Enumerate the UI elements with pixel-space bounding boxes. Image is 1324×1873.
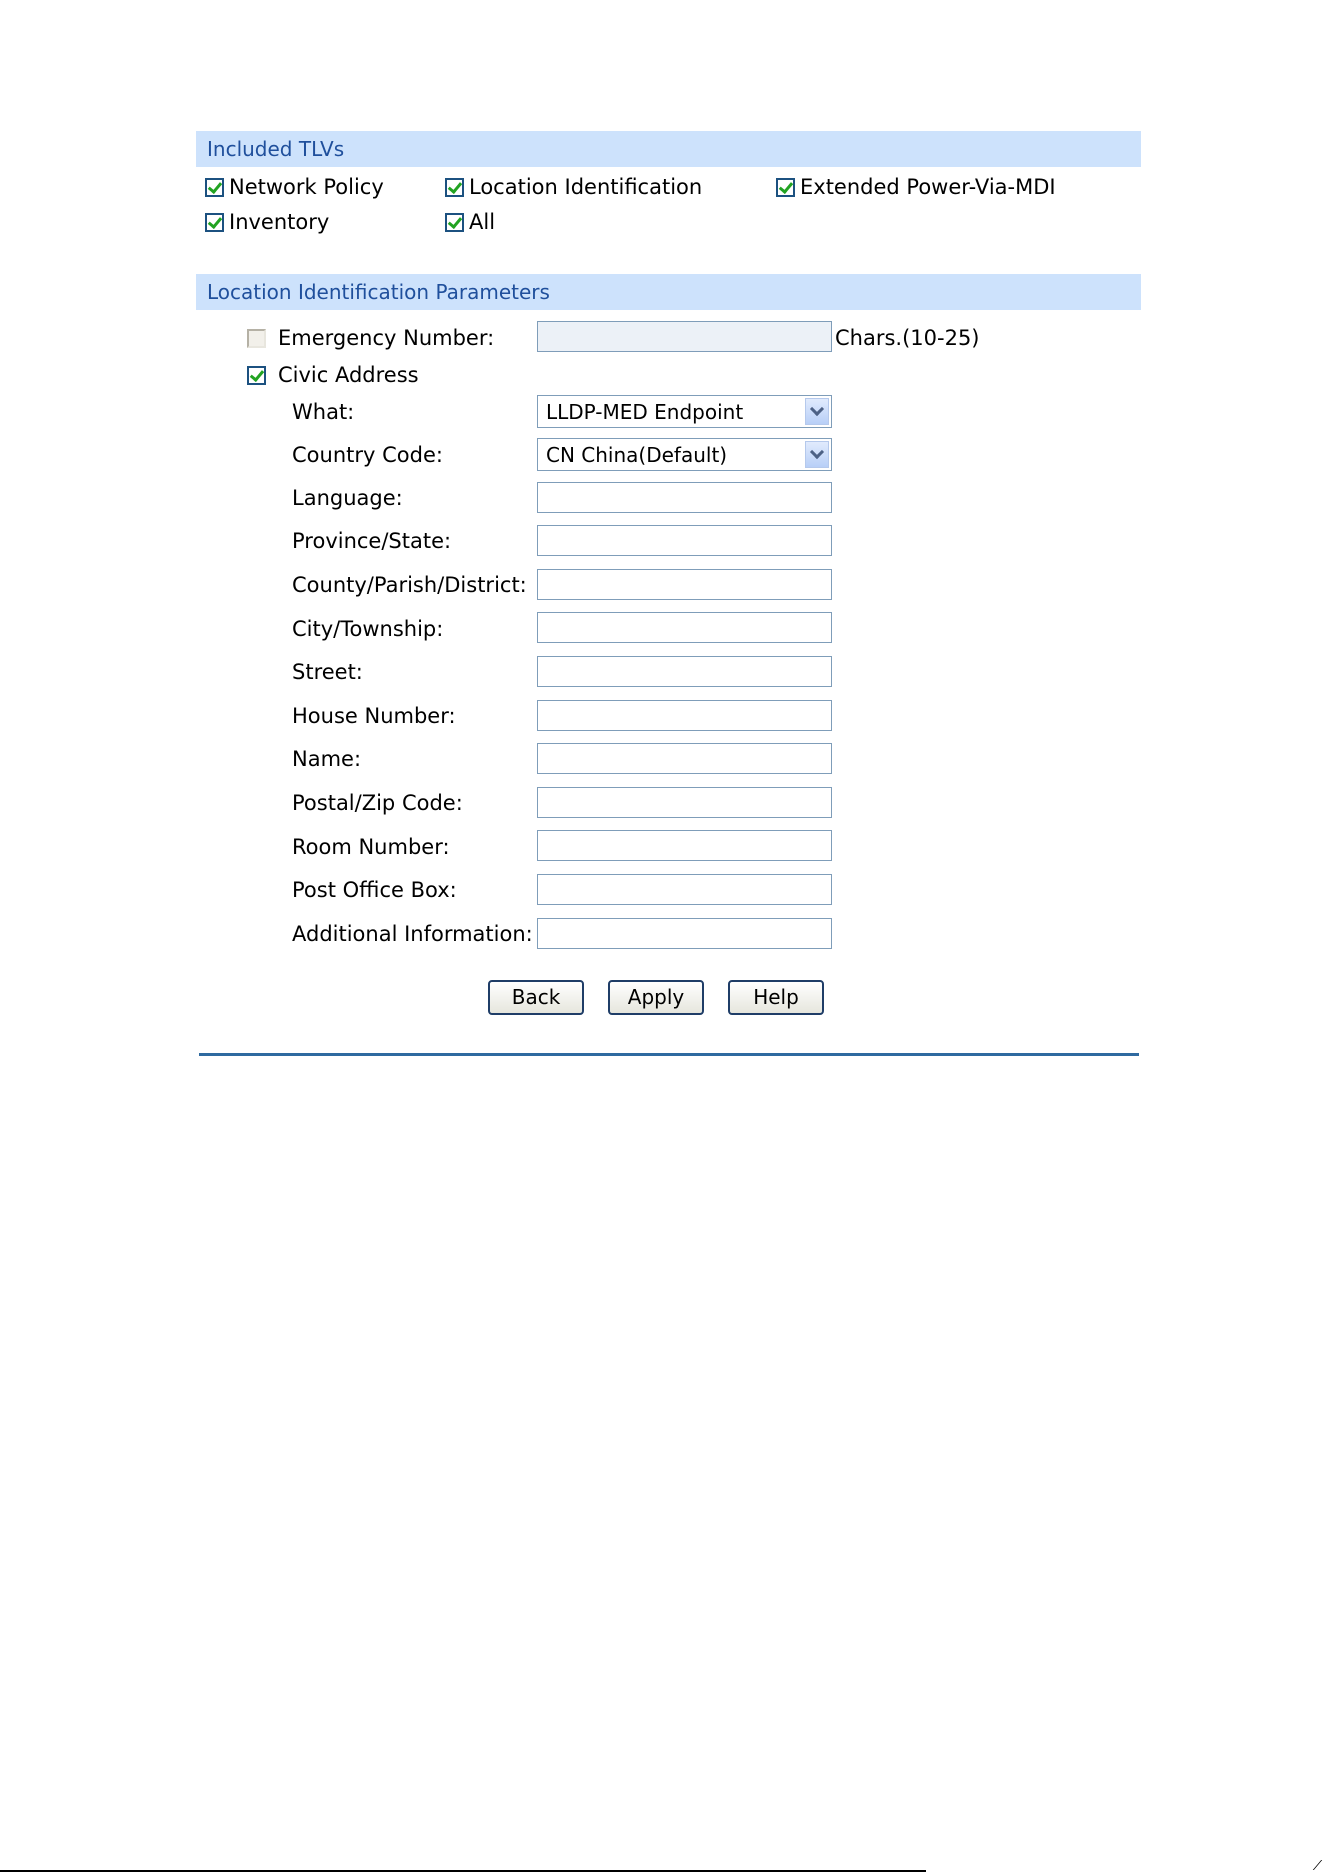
country-code-dropdown-button[interactable] <box>805 441 829 468</box>
city-township-input[interactable] <box>537 612 832 643</box>
additional-information-label: Additional Information: <box>292 922 533 946</box>
country-code-label: Country Code: <box>292 443 443 467</box>
room-number-input[interactable] <box>537 830 832 861</box>
tlv-inventory[interactable] <box>205 209 329 235</box>
post-office-box-input[interactable] <box>537 874 832 905</box>
extended-power-via-mdi-label: Extended Power-Via-MDI <box>800 175 1056 199</box>
country-code-selected-value: CN China(Default) <box>546 442 728 467</box>
chevron-down-icon <box>810 402 824 416</box>
included-tlvs-header: Included TLVs <box>196 131 1141 167</box>
what-label: What: <box>292 400 355 424</box>
tlv-location-identification[interactable] <box>445 174 702 200</box>
language-input[interactable] <box>537 482 832 513</box>
help-button[interactable]: Help <box>728 980 824 1015</box>
province-state-input[interactable] <box>537 525 832 556</box>
emergency-number-checkbox[interactable] <box>247 329 266 348</box>
emergency-number-chars-hint: Chars.(10-25) <box>835 326 980 350</box>
post-office-box-label: Post Office Box: <box>292 878 457 902</box>
postal-zip-code-input[interactable] <box>537 787 832 818</box>
apply-button[interactable]: Apply <box>608 980 704 1015</box>
county-parish-district-label: County/Parish/District: <box>292 573 527 597</box>
name-input[interactable] <box>537 743 832 774</box>
province-state-label: Province/State: <box>292 529 452 553</box>
house-number-label: House Number: <box>292 704 456 728</box>
county-parish-district-input[interactable] <box>537 569 832 600</box>
street-input[interactable] <box>537 656 832 687</box>
what-select[interactable] <box>537 395 832 428</box>
tlv-extended-power-via-mdi[interactable] <box>776 174 1056 200</box>
section-bottom-divider <box>199 1053 1139 1056</box>
what-selected-value: LLDP-MED Endpoint <box>546 399 744 424</box>
emergency-number-input[interactable] <box>537 321 832 352</box>
network-policy-label: Network Policy <box>229 175 384 199</box>
room-number-label: Room Number: <box>292 835 450 859</box>
street-label: Street: <box>292 660 363 684</box>
all-label: All <box>469 210 496 234</box>
location-identification-checkbox[interactable] <box>445 178 464 197</box>
civic-address-option[interactable] <box>247 360 419 390</box>
extended-power-via-mdi-checkbox[interactable] <box>776 178 795 197</box>
location-identification-label: Location Identification <box>469 175 703 199</box>
page-corner-mark <box>1301 1860 1322 1870</box>
page-bottom-rule <box>0 1870 926 1872</box>
all-checkbox[interactable] <box>445 213 464 232</box>
city-township-label: City/Township: <box>292 617 444 641</box>
civic-address-checkbox[interactable] <box>247 366 266 385</box>
emergency-number-option[interactable] <box>247 323 494 353</box>
additional-information-input[interactable] <box>537 918 832 949</box>
civic-address-label: Civic Address <box>278 363 419 387</box>
language-label: Language: <box>292 486 403 510</box>
name-label: Name: <box>292 747 362 771</box>
house-number-input[interactable] <box>537 700 832 731</box>
location-params-header: Location Identification Parameters <box>196 274 1141 310</box>
country-code-select[interactable] <box>537 438 832 471</box>
inventory-label: Inventory <box>229 210 330 234</box>
postal-zip-code-label: Postal/Zip Code: <box>292 791 463 815</box>
chevron-down-icon <box>810 445 824 459</box>
inventory-checkbox[interactable] <box>205 213 224 232</box>
emergency-number-label: Emergency Number: <box>278 326 495 350</box>
network-policy-checkbox[interactable] <box>205 178 224 197</box>
tlv-network-policy[interactable] <box>205 174 384 200</box>
what-dropdown-button[interactable] <box>805 398 829 425</box>
back-button[interactable]: Back <box>488 980 584 1015</box>
tlv-all[interactable] <box>445 209 495 235</box>
